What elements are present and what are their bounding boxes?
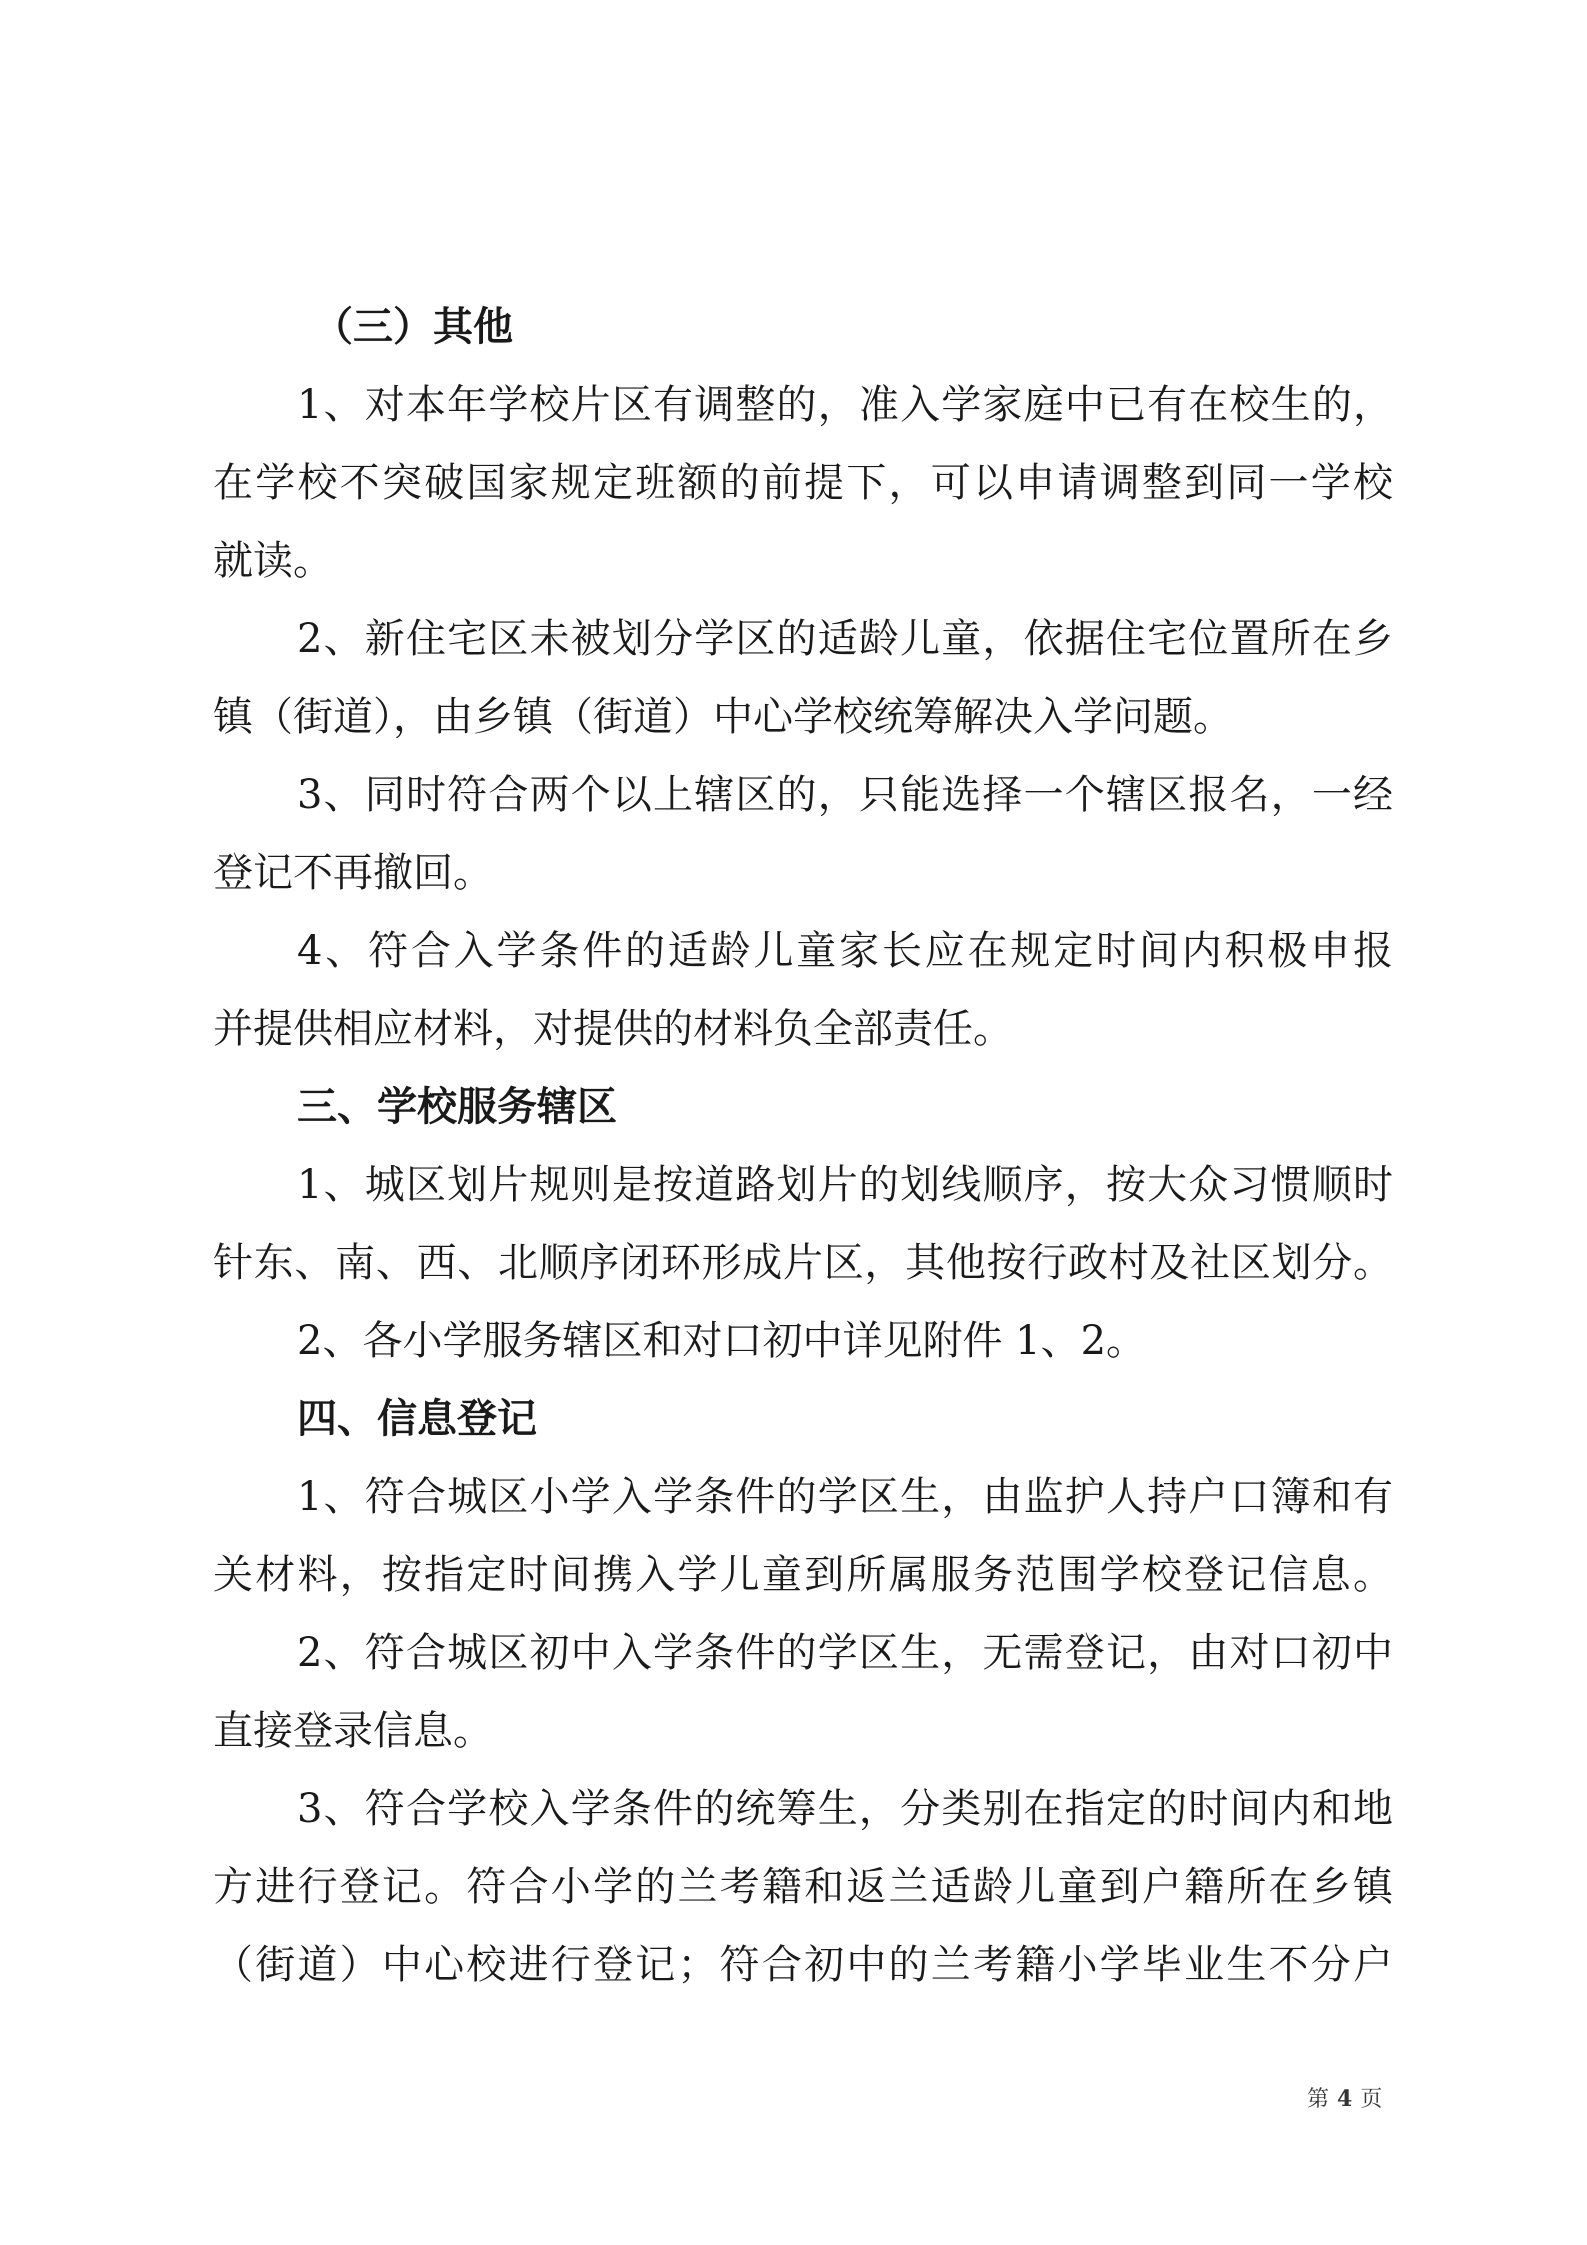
paragraph-line: 1、城区划片规则是按道路划片的划线顺序，按大众习惯顺时 (297, 1162, 1393, 1208)
paragraph-line: 1、符合城区小学入学条件的学区生，由监护人持户口簿和有 (297, 1474, 1393, 1520)
paragraph-line: 直接登录信息。 (213, 1708, 493, 1754)
paragraph-line: 登记不再撤回。 (213, 850, 493, 896)
paragraph-line: 就读。 (213, 538, 333, 584)
page-footer (1307, 2082, 1382, 2113)
paragraph-line: （街道）中心校进行登记；符合初中的兰考籍小学毕业生不分户 (213, 1942, 1393, 1988)
paragraph-line: 2、各小学服务辖区和对口初中详见附件 1、2。 (297, 1318, 1147, 1364)
paragraph-line: 方进行登记。符合小学的兰考籍和返兰适龄儿童到户籍所在乡镇 (213, 1864, 1393, 1910)
page-number-prefix: 第 (1307, 2087, 1330, 2112)
paragraph-line: 1、对本年学校片区有调整的，准入学家庭中已有在校生的， (297, 382, 1393, 428)
paragraph-line: 镇（街道），由乡镇（街道）中心学校统筹解决入学问题。 (213, 694, 1233, 740)
paragraph-line: 关材料，按指定时间携入学儿童到所属服务范围学校登记信息。 (213, 1552, 1393, 1598)
paragraph-line: 2、新住宅区未被划分学区的适龄儿童，依据住宅位置所在乡 (297, 616, 1393, 662)
paragraph-line: 在学校不突破国家规定班额的前提下，可以申请调整到同一学校 (213, 460, 1393, 506)
paragraph-line: 针东、南、西、北顺序闭环形成片区，其他按行政村及社区划分。 (213, 1240, 1393, 1286)
page-number: 4 (1337, 2086, 1353, 2112)
section-heading-service-area: 三、学校服务辖区 (297, 1084, 617, 1130)
paragraph-line: 并提供相应材料，对提供的材料负全部责任。 (213, 1006, 1013, 1052)
paragraph-line: 4、符合入学条件的适龄儿童家长应在规定时间内积极申报 (297, 928, 1393, 974)
page-number-suffix: 页 (1360, 2087, 1383, 2112)
paragraph-line: 3、符合学校入学条件的统筹生，分类别在指定的时间内和地 (297, 1786, 1393, 1832)
paragraph-line: 2、符合城区初中入学条件的学区生，无需登记，由对口初中 (297, 1630, 1393, 1676)
subsection-heading-other: （三）其他 (313, 304, 513, 350)
section-heading-registration: 四、信息登记 (297, 1396, 537, 1442)
paragraph-line: 3、同时符合两个以上辖区的，只能选择一个辖区报名，一经 (297, 772, 1393, 818)
